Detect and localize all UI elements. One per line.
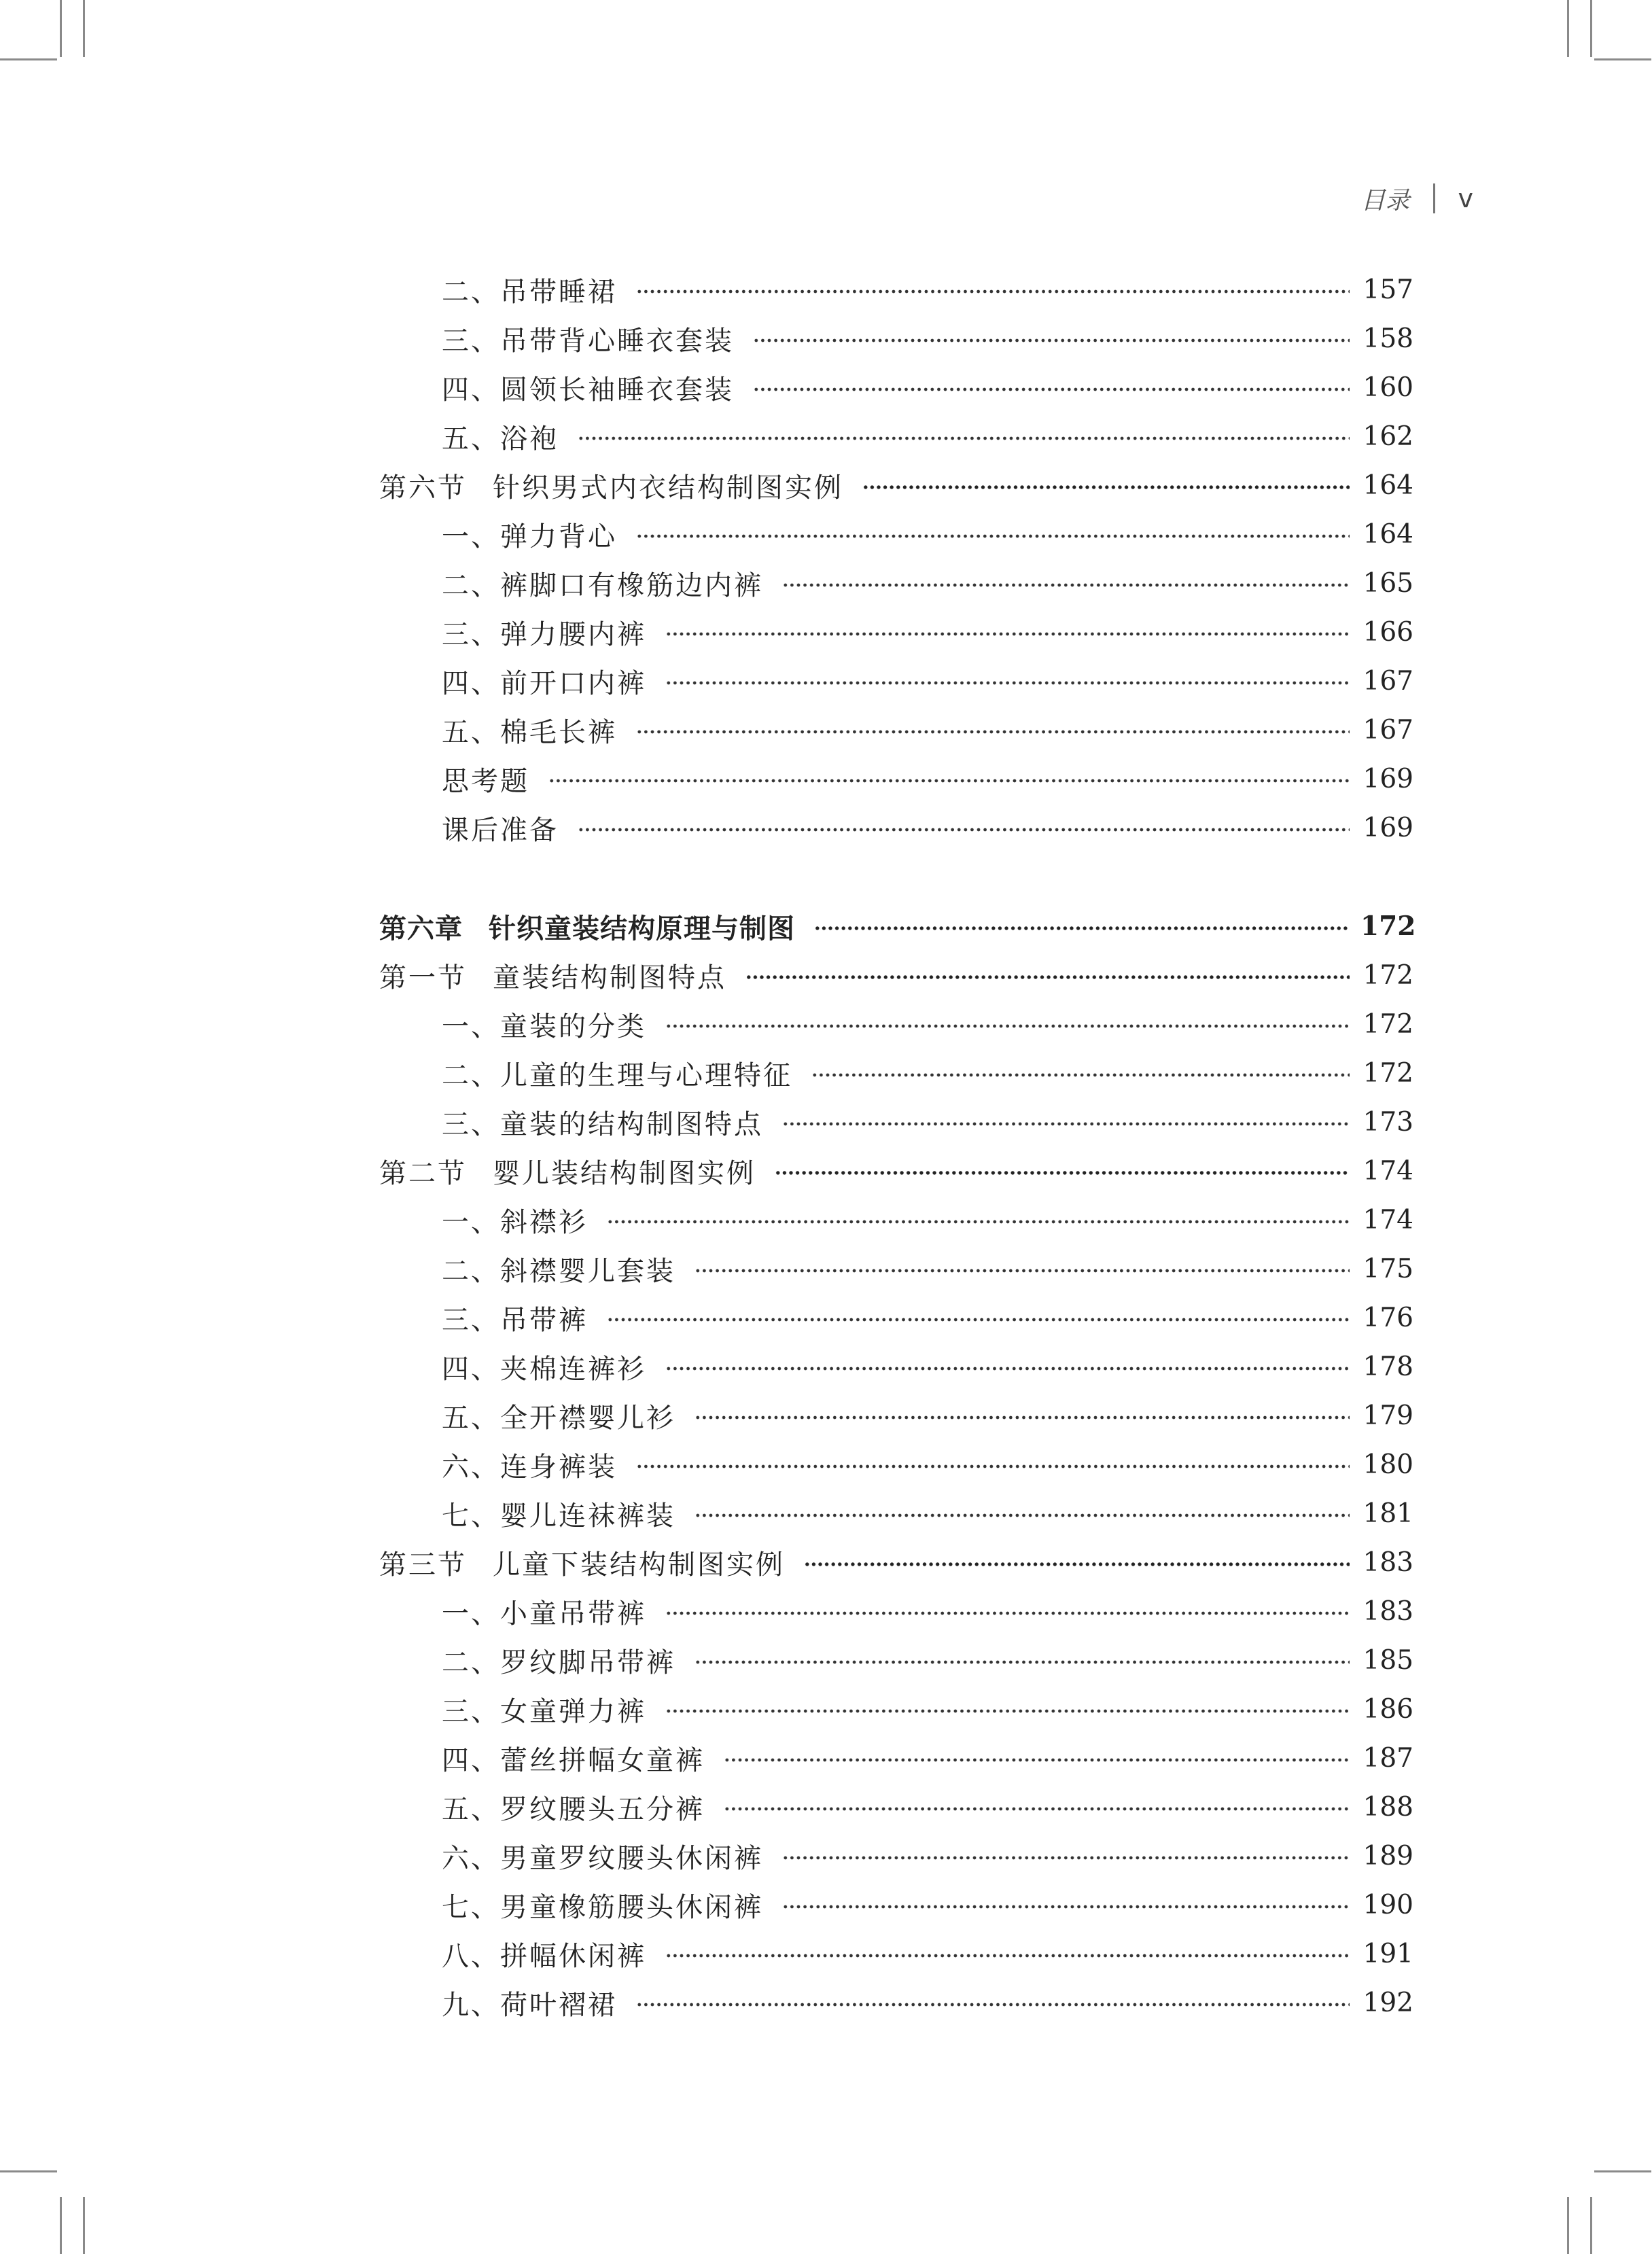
toc-entry-title (442, 1250, 695, 1288)
toc-entry-label: 七、男童橡筋腰头休闲裤 (442, 1891, 763, 1923)
dot-leader (636, 288, 1350, 295)
toc-entry-label: 二、吊带睡裙 (442, 276, 617, 308)
toc-entry-label: 婴儿装结构制图实例 (493, 1157, 756, 1189)
toc-entry-title (442, 1837, 782, 1876)
toc-entry-label: 儿童下装结构制图实例 (493, 1549, 785, 1581)
dot-leader (724, 1757, 1350, 1763)
toc-entry-page: 160 (1363, 372, 1413, 403)
dot-leader (745, 974, 1350, 981)
dot-leader (607, 1316, 1350, 1323)
header-section-title: 目录 (1360, 186, 1410, 215)
toc-entry[interactable] (442, 1738, 1413, 1778)
toc-entry-label: 二、罗纹脚吊带裤 (442, 1647, 675, 1678)
toc-entry-page: 186 (1363, 1693, 1413, 1725)
crop-mark (1594, 2170, 1651, 2172)
dot-leader (724, 1806, 1350, 1812)
toc-entry[interactable] (442, 1053, 1413, 1093)
toc-entry-page: 167 (1363, 665, 1413, 697)
toc-entry-title (442, 711, 636, 750)
dot-leader (775, 1169, 1350, 1176)
toc-entry-page: 164 (1363, 470, 1413, 501)
toc-entry-title (442, 1984, 636, 2022)
toc-entry-page: 173 (1363, 1106, 1413, 1138)
toc-entry-title (442, 515, 636, 554)
toc-entry-page: 172 (1363, 959, 1413, 991)
crop-mark (60, 2197, 62, 2254)
toc-entry-page: 189 (1363, 1840, 1413, 1871)
toc-entry-title (379, 1152, 775, 1191)
toc-entry[interactable] (442, 1297, 1413, 1338)
toc-entry[interactable] (442, 1786, 1413, 1827)
toc-entry-page: 157 (1363, 274, 1413, 305)
toc-entry-page: 165 (1363, 567, 1413, 599)
toc-entry-title (379, 1543, 804, 1582)
toc-entry-title (442, 417, 578, 456)
toc-entry-label: 针织童装结构原理与制图 (489, 912, 795, 945)
toc-entry-title (379, 907, 814, 946)
toc-entry-page: 174 (1363, 1204, 1413, 1235)
dot-leader (607, 1218, 1350, 1225)
toc-entry[interactable] (442, 1346, 1413, 1387)
running-header (1360, 178, 1473, 219)
crop-mark (0, 2170, 57, 2172)
header-page-number: v (1458, 183, 1473, 213)
toc-entry-page: 174 (1363, 1155, 1413, 1186)
toc-entry[interactable] (442, 612, 1413, 652)
toc-entry-number: 第一节 (379, 962, 467, 993)
toc-entry-title (442, 1935, 665, 1973)
dot-leader (548, 777, 1350, 784)
toc-entry-label: 二、裤脚口有橡筋边内裤 (442, 569, 763, 601)
dot-leader (753, 337, 1350, 344)
toc-entry-label: 一、小童吊带裤 (442, 1598, 646, 1630)
toc-entry-label: 五、全开襟婴儿衫 (442, 1402, 675, 1434)
toc-entry-label: 四、夹棉连裤衫 (442, 1353, 646, 1385)
toc-entry-page: 162 (1363, 421, 1413, 452)
dot-leader (665, 1952, 1350, 1959)
dot-leader (782, 582, 1350, 588)
toc-entry-label: 一、斜襟衫 (442, 1206, 588, 1238)
toc-entry-label: 童装结构制图特点 (493, 962, 726, 993)
dot-leader (665, 1365, 1350, 1372)
dot-leader (636, 728, 1350, 735)
toc-entry-page: 185 (1363, 1644, 1413, 1676)
dot-leader (665, 1023, 1350, 1029)
crop-mark (60, 0, 62, 57)
toc-entry-label: 三、吊带背心睡衣套装 (442, 325, 734, 357)
toc-entry[interactable] (442, 514, 1413, 554)
toc-entry[interactable] (442, 1004, 1413, 1044)
toc-entry-title (442, 368, 753, 407)
toc-entry[interactable] (442, 416, 1413, 457)
toc-entry[interactable] (442, 1640, 1413, 1680)
dot-leader (695, 1267, 1350, 1274)
crop-mark (1567, 2197, 1569, 2254)
toc-entry-title (442, 1103, 782, 1142)
toc-section[interactable] (379, 1542, 1413, 1583)
dot-leader (665, 1708, 1350, 1714)
toc-entry-page: 176 (1363, 1302, 1413, 1333)
dot-leader (695, 1414, 1350, 1421)
toc-entry-title (442, 1201, 607, 1239)
toc-entry[interactable] (442, 1199, 1413, 1240)
toc-entry[interactable] (442, 1248, 1413, 1289)
toc-entry-label: 二、斜襟婴儿套装 (442, 1255, 675, 1287)
toc-section[interactable] (379, 1150, 1413, 1191)
toc-entry-page: 192 (1363, 1987, 1413, 2018)
toc-entry-label: 思考题 (442, 765, 529, 797)
toc-entry-page: 172 (1360, 911, 1416, 942)
dot-leader (636, 533, 1350, 540)
toc-entry-title (442, 1005, 665, 1044)
toc-entry-page: 181 (1363, 1498, 1413, 1529)
dot-leader (665, 680, 1350, 686)
crop-mark (83, 2197, 85, 2254)
toc-entry-label: 三、弹力腰内裤 (442, 618, 646, 650)
dot-leader (782, 1903, 1350, 1910)
dot-leader (782, 1854, 1350, 1861)
dot-leader (665, 1610, 1350, 1617)
toc-entry-label: 三、吊带裤 (442, 1304, 588, 1336)
toc-entry-title (379, 466, 862, 505)
toc-entry-page: 169 (1363, 763, 1413, 794)
dot-leader (814, 925, 1350, 932)
toc-entry-label: 一、童装的分类 (442, 1010, 646, 1042)
toc-entry-page: 175 (1363, 1253, 1413, 1284)
toc-entry-number: 第六章 (379, 912, 463, 945)
toc-entry-label: 九、荷叶褶裙 (442, 1989, 617, 2021)
toc-entry[interactable] (442, 1493, 1413, 1534)
toc-entry[interactable] (442, 269, 1413, 310)
dot-leader (753, 386, 1350, 393)
toc-entry-title (442, 1592, 665, 1631)
dot-leader (636, 2001, 1350, 2008)
crop-mark (1590, 0, 1592, 57)
crop-mark (1567, 0, 1569, 57)
toc-entry[interactable] (442, 807, 1413, 848)
crop-mark (83, 0, 85, 57)
toc-entry-label: 四、蕾丝拼幅女童裤 (442, 1744, 705, 1776)
dot-leader (578, 826, 1350, 833)
toc-entry-title (442, 1788, 724, 1827)
toc-entry[interactable] (442, 1689, 1413, 1729)
toc-entry-number: 第六节 (379, 472, 467, 504)
toc-chapter[interactable] (379, 906, 1416, 947)
crop-mark (1590, 2197, 1592, 2254)
toc-entry-title (442, 662, 665, 701)
toc-entry-title (442, 760, 548, 798)
toc-entry-title (442, 1299, 607, 1337)
toc-entry-page: 183 (1363, 1547, 1413, 1578)
toc-entry-page: 158 (1363, 323, 1413, 354)
toc-entry-label: 一、弹力背心 (442, 521, 617, 552)
header-divider (1433, 183, 1435, 213)
toc-entry-title (442, 319, 753, 358)
toc-entry-label: 五、浴袍 (442, 423, 559, 455)
toc-entry-label: 四、圆领长袖睡衣套装 (442, 374, 734, 406)
toc-entry-page: 172 (1363, 1057, 1413, 1089)
crop-mark (0, 58, 57, 60)
toc-entry[interactable] (442, 1982, 1413, 2023)
toc-entry-title (442, 270, 636, 309)
toc-entry-label: 六、男童罗纹腰头休闲裤 (442, 1842, 763, 1874)
toc-entry-title (379, 956, 745, 995)
toc-entry[interactable] (442, 563, 1413, 603)
toc-entry[interactable] (442, 1444, 1413, 1485)
dot-leader (695, 1659, 1350, 1666)
toc-entry-label: 七、婴儿连袜裤装 (442, 1500, 675, 1532)
toc-entry-title (442, 1641, 695, 1680)
toc-entry-page: 167 (1363, 714, 1413, 745)
toc-entry-page: 178 (1363, 1351, 1413, 1382)
toc-entry[interactable] (442, 1102, 1413, 1142)
toc-entry[interactable] (442, 1835, 1413, 1876)
toc-entry-page: 169 (1363, 812, 1413, 843)
dot-leader (695, 1512, 1350, 1519)
toc-section[interactable] (379, 955, 1413, 996)
toc-entry-label: 三、女童弹力裤 (442, 1695, 646, 1727)
toc-entry-page: 191 (1363, 1938, 1413, 1969)
toc-entry-label: 三、童装的结构制图特点 (442, 1108, 763, 1140)
toc-entry-title (442, 1396, 695, 1435)
toc-entry[interactable] (442, 661, 1413, 701)
toc-entry-label: 针织男式内衣结构制图实例 (493, 472, 843, 504)
toc-entry-number: 第二节 (379, 1157, 467, 1189)
crop-mark (1594, 58, 1651, 60)
toc-entry-number: 第三节 (379, 1549, 467, 1581)
toc-entry-label: 六、连身裤装 (442, 1451, 617, 1483)
toc-entry[interactable] (442, 1395, 1413, 1436)
toc-entry-label: 二、儿童的生理与心理特征 (442, 1059, 792, 1091)
toc-entry-label: 五、罗纹腰头五分裤 (442, 1793, 705, 1825)
toc-entry-title (442, 1494, 695, 1533)
toc-entry-page: 179 (1363, 1400, 1413, 1431)
toc-entry[interactable] (442, 758, 1413, 799)
toc-entry-title (442, 1886, 782, 1924)
toc-entry[interactable] (442, 709, 1413, 750)
toc-entry-title (442, 1054, 811, 1093)
toc-entry-label: 课后准备 (442, 814, 559, 846)
dot-leader (578, 435, 1350, 442)
dot-leader (811, 1072, 1350, 1078)
toc-entry-page: 183 (1363, 1596, 1413, 1627)
dot-leader (782, 1121, 1350, 1127)
toc-entry[interactable] (442, 318, 1413, 359)
toc-entry-title (442, 1445, 636, 1484)
toc-entry-page: 164 (1363, 518, 1413, 550)
dot-leader (804, 1561, 1350, 1568)
toc-entry-page: 188 (1363, 1791, 1413, 1822)
dot-leader (665, 631, 1350, 637)
toc-entry-page: 190 (1363, 1889, 1413, 1920)
toc-entry[interactable] (442, 1591, 1413, 1632)
toc-entry-label: 四、前开口内裤 (442, 667, 646, 699)
toc-entry-label: 八、拼幅休闲裤 (442, 1940, 646, 1972)
toc-entry-page: 180 (1363, 1449, 1413, 1480)
toc-entry[interactable] (442, 367, 1413, 408)
toc-entry-title (442, 1690, 665, 1729)
toc-section[interactable] (379, 465, 1413, 506)
toc-entry-title (442, 1739, 724, 1778)
toc-entry[interactable] (442, 1884, 1413, 1925)
toc-entry-label: 五、棉毛长裤 (442, 716, 617, 748)
toc-entry-title (442, 613, 665, 652)
toc-entry[interactable] (442, 1933, 1413, 1974)
dot-leader (862, 484, 1350, 491)
toc-entry-title (442, 809, 578, 847)
toc-entry-title (442, 564, 782, 603)
toc-entry-page: 172 (1363, 1008, 1413, 1040)
toc-entry-page: 187 (1363, 1742, 1413, 1774)
toc-entry-page: 166 (1363, 616, 1413, 648)
dot-leader (636, 1463, 1350, 1470)
toc-entry-title (442, 1348, 665, 1386)
